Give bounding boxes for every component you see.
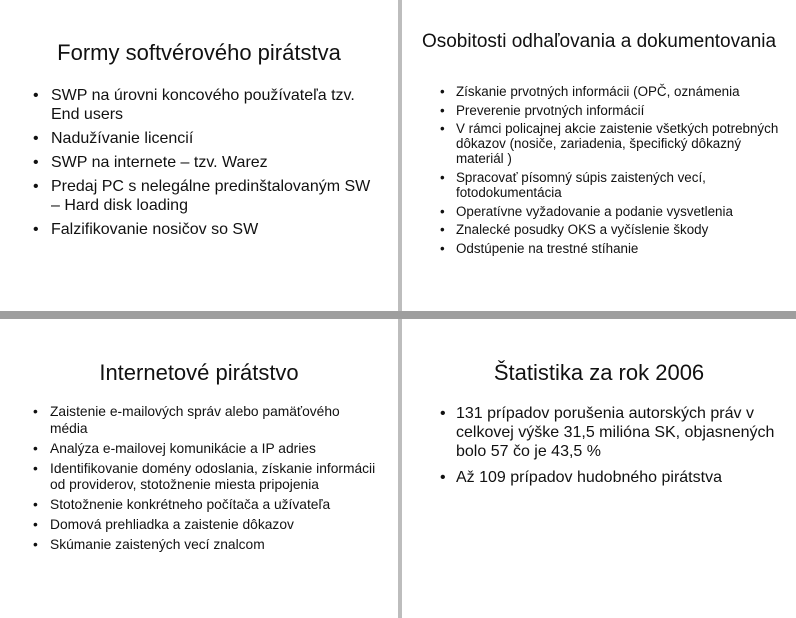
list-item [440, 468, 790, 487]
list-item [33, 177, 378, 215]
list-item-text: 131 prípadov porušenia autorských práv v celkovej výške 31,5 milióna SK, objasnených bolo 57 čo je 43,5 % [456, 405, 775, 460]
list-item-text: Nadužívanie licencií [51, 130, 194, 147]
list-item [440, 121, 790, 166]
list-item-text: Preverenie prvotných informácií [456, 102, 645, 118]
list-item-text: Analýza e-mailovej komunikácie a IP adries [50, 440, 316, 456]
list-item-text: Predaj PC s nelegálne predinštalovaným SW – Hard disk loading [51, 178, 371, 214]
list-item [440, 404, 790, 461]
list-item [440, 204, 790, 219]
bullet-icon: • [33, 178, 39, 195]
bullet-icon: • [33, 497, 38, 513]
list-item [33, 129, 378, 148]
slide-title: Osobitosti odhaľovania a dokumentovania [421, 31, 777, 52]
slide-internet-piracy [0, 320, 398, 618]
list-item [33, 86, 378, 124]
list-item-text: Odstúpenie na trestné stíhanie [456, 241, 639, 257]
list-item-text: Znalecké posudky OKS a vyčíslenie škody [456, 222, 709, 238]
bullet-icon: • [33, 460, 38, 476]
horizontal-divider [0, 311, 796, 319]
list-item [440, 103, 790, 118]
list-item [33, 461, 378, 494]
list-item-text: Zaistenie e-mailových správ alebo pamäťového média [50, 404, 340, 436]
list-item [33, 517, 378, 534]
bullet-icon: • [440, 222, 445, 238]
slide-software-piracy-forms [0, 0, 398, 309]
bullet-icon: • [440, 469, 446, 486]
list-item-text: Domová prehliadka a zaistenie dôkazov [50, 517, 294, 533]
bullet-icon: • [33, 404, 38, 419]
list-item [440, 222, 790, 237]
bullet-icon: • [440, 170, 445, 186]
list-item [33, 404, 378, 437]
list-item [33, 537, 378, 554]
slide-title: Formy softvérového pirátstva [57, 40, 341, 65]
bullet-icon: • [440, 203, 445, 219]
bullet-icon: • [33, 537, 38, 553]
list-item [440, 241, 790, 256]
list-item-text: Skúmanie zaistených vecí znalcom [50, 537, 265, 553]
list-item-text: Operatívne vyžadovanie a podanie vysvetlenia [456, 203, 733, 219]
bullet-icon: • [440, 84, 445, 99]
bullet-icon: • [33, 221, 39, 238]
list-item [33, 153, 378, 172]
list-item-text: SWP na úrovni koncového používateľa tzv. End users [51, 87, 355, 123]
bullet-icon: • [440, 405, 446, 422]
bullet-icon: • [440, 102, 445, 118]
list-item [33, 220, 378, 239]
list-item [33, 441, 378, 458]
bullet-list [33, 404, 378, 558]
bullet-icon: • [33, 87, 39, 104]
list-item [440, 84, 790, 99]
bullet-icon: • [33, 517, 38, 533]
list-item [33, 497, 378, 514]
slide-title: Internetové pirátstvo [99, 360, 299, 385]
slide-statistics-2006 [402, 320, 796, 618]
list-item-text: Až 109 prípadov hudobného pirátstva [456, 469, 722, 486]
bullet-list [440, 404, 790, 494]
bullet-list [33, 86, 378, 244]
bullet-icon: • [33, 154, 39, 171]
slide-detection-documentation [402, 0, 796, 309]
bullet-icon: • [33, 130, 39, 147]
bullet-icon: • [33, 440, 38, 456]
list-item-text: Identifikovanie domény odoslania, získanie informácii od providerov, stotožnenie miesta pripojenia [50, 460, 376, 493]
list-item-text: Získanie prvotných informácii (OPČ, oznámenia [456, 84, 740, 99]
bullet-icon: • [440, 241, 445, 257]
list-item-text: Falzifikovanie nosičov so SW [51, 221, 259, 238]
list-item [440, 170, 790, 200]
slide-title: Štatistika za rok 2006 [493, 360, 705, 385]
bullet-icon: • [440, 121, 445, 137]
list-item-text: Stotožnenie konkrétneho počítača a užívateľa [50, 497, 331, 513]
list-item-text: Spracovať písomný súpis zaistených vecí, fotodokumentácia [456, 170, 706, 201]
list-item-text: SWP na internete – tzv. Warez [51, 154, 268, 171]
bullet-list [440, 84, 790, 260]
list-item-text: V rámci policajnej akcie zaistenie všetkých potrebných dôkazov (nosiče, zariadenia, špecifický dôkazný materiál ) [456, 121, 779, 167]
